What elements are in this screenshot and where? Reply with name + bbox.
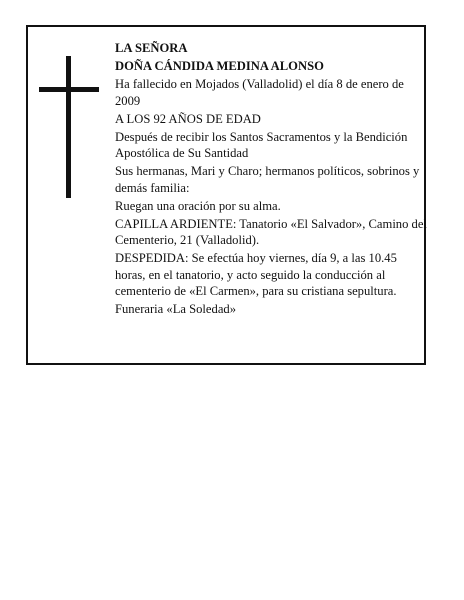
cross-horizontal-bar — [39, 87, 99, 92]
deceased-name: DOÑA CÁNDIDA MEDINA ALONSO — [115, 59, 324, 73]
death-announcement: Ha fallecido en Mojados (Valladolid) el día 8 de enero de 2009 — [115, 77, 404, 108]
farewell-info: DESPEDIDA: Se efectúa hoy viernes, día 9, a las 10.45 horas, en el tanatorio, y acto seguido la conducción al cementerio de «El Carmen», para su cristiana sepultura. — [115, 251, 397, 298]
funeral-home: Funeraria «La Soledad» — [115, 302, 236, 316]
sacraments-line: Después de recibir los Santos Sacramentos y la Bendición Apostólica de Su Santidad — [115, 129, 408, 160]
cross-icon — [39, 56, 99, 198]
cross-vertical-bar — [66, 56, 71, 198]
prayer-request: Ruegan una oración por su alma. — [115, 198, 281, 213]
obituary-text — [115, 40, 427, 319]
age-line: A LOS 92 AÑOS DE EDAD — [115, 111, 261, 126]
chapel-info: CAPILLA ARDIENTE: Tanatorio «El Salvador», Camino del Cementerio, 21 (Valladolid). — [115, 216, 427, 247]
obituary-notice — [26, 25, 426, 365]
family-line: Sus hermanas, Mari y Charo; hermanos políticos, sobrinos y demás familia: — [115, 164, 420, 195]
heading-title: LA SEÑORA — [115, 41, 188, 55]
